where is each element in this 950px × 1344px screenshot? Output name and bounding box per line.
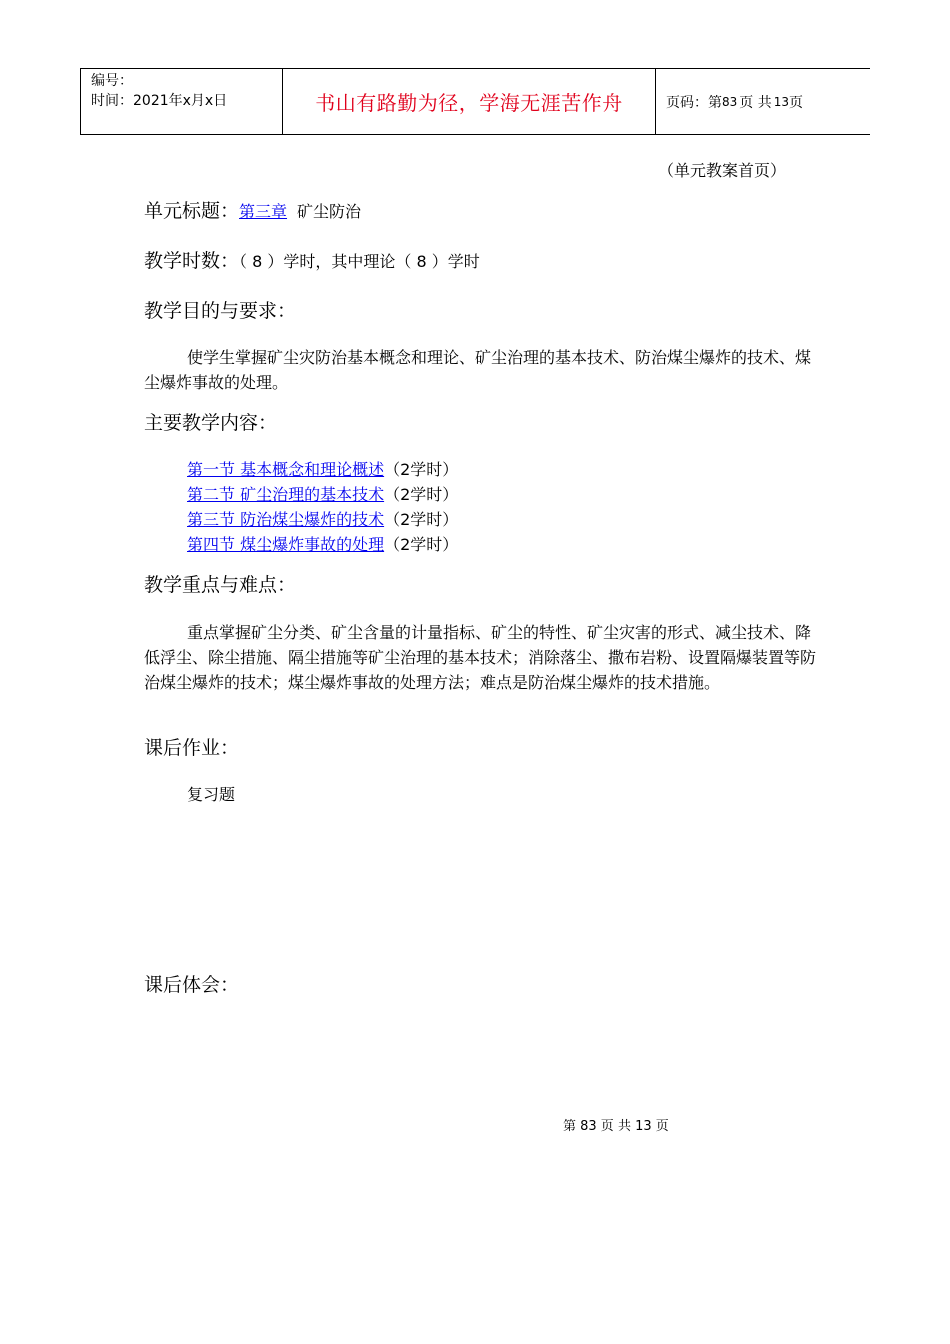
header-page-cell <box>656 69 870 134</box>
number-label: 编号： <box>91 73 133 89</box>
list-item <box>187 507 458 532</box>
objectives-text: 使学生掌握矿尘灾防治基本概念和理论、矿尘治理的基本技术、防治煤尘爆炸的技术、煤尘爆炸事故的处理。 <box>144 348 812 392</box>
homework-heading: 课后作业： <box>144 737 240 759</box>
list-item <box>187 532 458 557</box>
page-total: 13 <box>773 94 790 109</box>
hours-line <box>144 246 480 274</box>
time-value: 2021年x月x日 <box>133 93 228 109</box>
page-prefix: 页码：第 <box>666 94 722 111</box>
motto: 书山有路勤为径，学海无涯苦作舟 <box>315 91 623 115</box>
time-line <box>91 91 282 111</box>
section-4-link[interactable]: 第四节 煤尘爆炸事故的处理 <box>187 535 385 554</box>
page-current: 83 <box>722 94 738 109</box>
keypoints-heading: 教学重点与难点： <box>144 574 297 596</box>
list-item <box>187 482 458 507</box>
unit-title-text: 矿尘防治 <box>297 202 362 221</box>
section-3-link[interactable]: 第三节 防治煤尘爆炸的技术 <box>187 510 385 529</box>
section-1-link[interactable]: 第一节 基本概念和理论概述 <box>187 460 385 479</box>
hours-text: （ 8 ）学时，其中理论（ 8 ）学时 <box>239 252 480 271</box>
homework-text: 复习题 <box>187 785 236 804</box>
chapter-link[interactable]: 第三章 <box>239 202 288 221</box>
page-mid: 页 共 <box>739 94 772 111</box>
header-meta-cell <box>81 69 283 134</box>
page-footer: 第 83 页 共 13 页 <box>563 1119 669 1134</box>
time-label: 时间： <box>91 93 133 109</box>
section-2-hours: （2学时） <box>384 485 459 504</box>
content-list <box>187 457 458 557</box>
header-motto-cell <box>283 69 656 134</box>
section-3-hours: （2学时） <box>384 510 459 529</box>
content-heading: 主要教学内容： <box>144 412 278 434</box>
header-table <box>80 68 870 135</box>
unit-title-label: 单元标题： <box>144 200 240 222</box>
page-subtitle: （单元教案首页） <box>658 161 787 180</box>
keypoints-text: 重点掌握矿尘分类、矿尘含量的计量指标、矿尘的特性、矿尘灾害的形式、减尘技术、降低浮尘、除尘措施、隔尘措施等矿尘治理的基本技术；消除落尘、撒布岩粉、设置隔爆装置等防治煤尘爆炸的技术；煤尘爆炸事故的处理方法；难点是防治煤尘爆炸的技术措施。 <box>144 623 817 692</box>
unit-title-line <box>144 196 361 224</box>
hours-label: 教学时数： <box>144 250 240 272</box>
page-suffix: 页 <box>789 94 804 111</box>
objectives-heading: 教学目的与要求： <box>144 300 297 322</box>
section-4-hours: （2学时） <box>384 535 459 554</box>
section-2-link[interactable]: 第二节 矿尘治理的基本技术 <box>187 485 385 504</box>
list-item <box>187 457 458 482</box>
section-1-hours: （2学时） <box>384 460 459 479</box>
reflection-heading: 课后体会： <box>144 974 240 996</box>
